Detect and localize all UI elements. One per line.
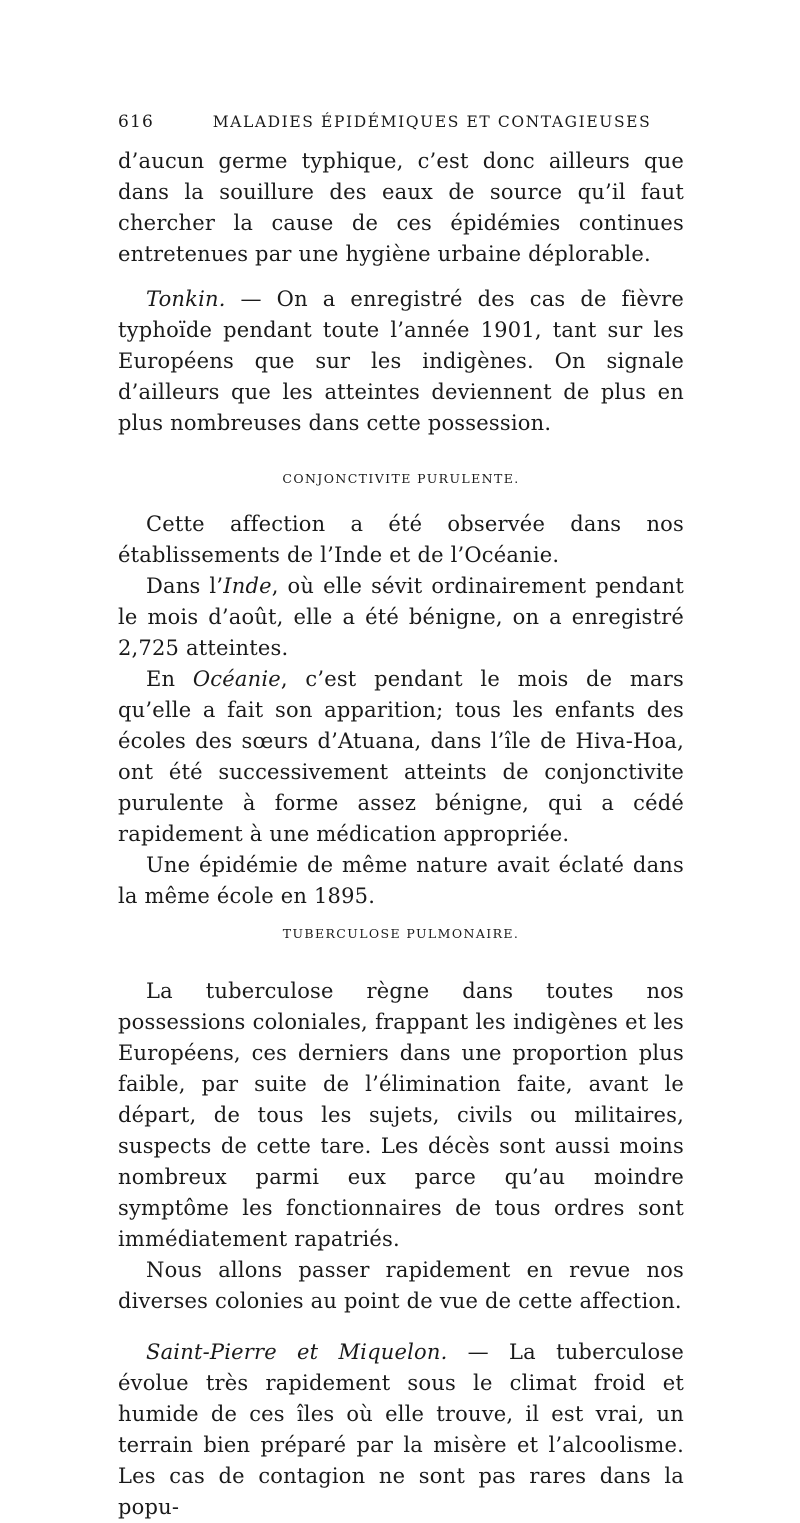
running-title: MALADIES ÉPIDÉMIQUES ET CONTAGIEUSES	[212, 113, 652, 131]
paragraph-text: — On a enregistré des cas de fièvre typhoïde pendant toute l’année 1901, tant sur les Européens que sur les indigènes. On signale d’ailleurs que les atteintes deviennent de plus en plus nombreuses dans cette possession.	[118, 287, 684, 435]
paragraph-text: Dans l’	[146, 574, 224, 598]
place-name-oceanie: Océanie	[192, 667, 281, 691]
running-header	[118, 112, 684, 142]
place-name-tonkin: Tonkin.	[146, 287, 226, 311]
paragraph-inde	[118, 571, 684, 664]
paragraph-tonkin	[118, 284, 684, 439]
paragraph-revue: Nous allons passer rapidement en revue nos diverses colonies au point de vue de cette affection.	[118, 1258, 684, 1313]
paragraph-text: , c’est pendant le mois de mars qu’elle a fait son apparition; tous les enfants des écoles des sœurs d’Atuana, dans l’île de Hiva-Hoa, ont été successivement atteints de conjonctivite purulente à forme assez bénigne, qui a cédé rapidement à une médication appropriée.	[118, 667, 684, 846]
paragraph-text: — La tuberculose évolue très rapidement sous le climat froid et humide de ces îles où elle trouve, il est vrai, un terrain bien préparé par la misère et l’alcoolisme. Les cas de contagion ne sont pas rares dans la popu-	[118, 1340, 684, 1519]
section-heading-conjonctivite: CONJONCTIVITE PURULENTE.	[282, 471, 520, 486]
book-page	[118, 112, 684, 1523]
paragraph-text: , où elle sévit ordinairement pendant le mois d’août, elle a été bénigne, on a enregistré 2,725 atteintes.	[118, 574, 684, 660]
page-number: 616	[118, 112, 155, 132]
paragraph-tuberculose: La tuberculose règne dans toutes nos possessions coloniales, frappant les indigènes et les Européens, ces derniers dans une proportion plus faible, par suite de l’élimination faite, avant le départ, de tous les sujets, civils ou militaires, suspects de cette tare. Les décès sont aussi moins nombreux parmi eux parce qu’au moindre symptôme les fonctionnaires de tous ordres sont immédiatement rapatriés.	[118, 979, 684, 1251]
paragraph-continuation: d’aucun germe typhique, c’est donc ailleurs que dans la souillure des eaux de source qu’il faut chercher la cause de ces épidémies continues entretenues par une hygiène urbaine déplorable.	[118, 149, 684, 266]
paragraph-text: En	[146, 667, 193, 691]
paragraph-affection: Cette affection a été observée dans nos établissements de l’Inde et de l’Océanie.	[118, 512, 684, 567]
paragraph-epidemie: Une épidémie de même nature avait éclaté dans la même école en 1895.	[118, 853, 684, 908]
paragraph-saint-pierre	[118, 1337, 684, 1523]
section-heading-tuberculose: TUBERCULOSE PULMONAIRE.	[282, 926, 520, 941]
place-name-saint-pierre: Saint-Pierre et Miquelon.	[146, 1340, 448, 1364]
place-name-inde: Inde	[223, 574, 272, 598]
paragraph-oceanie	[118, 664, 684, 850]
